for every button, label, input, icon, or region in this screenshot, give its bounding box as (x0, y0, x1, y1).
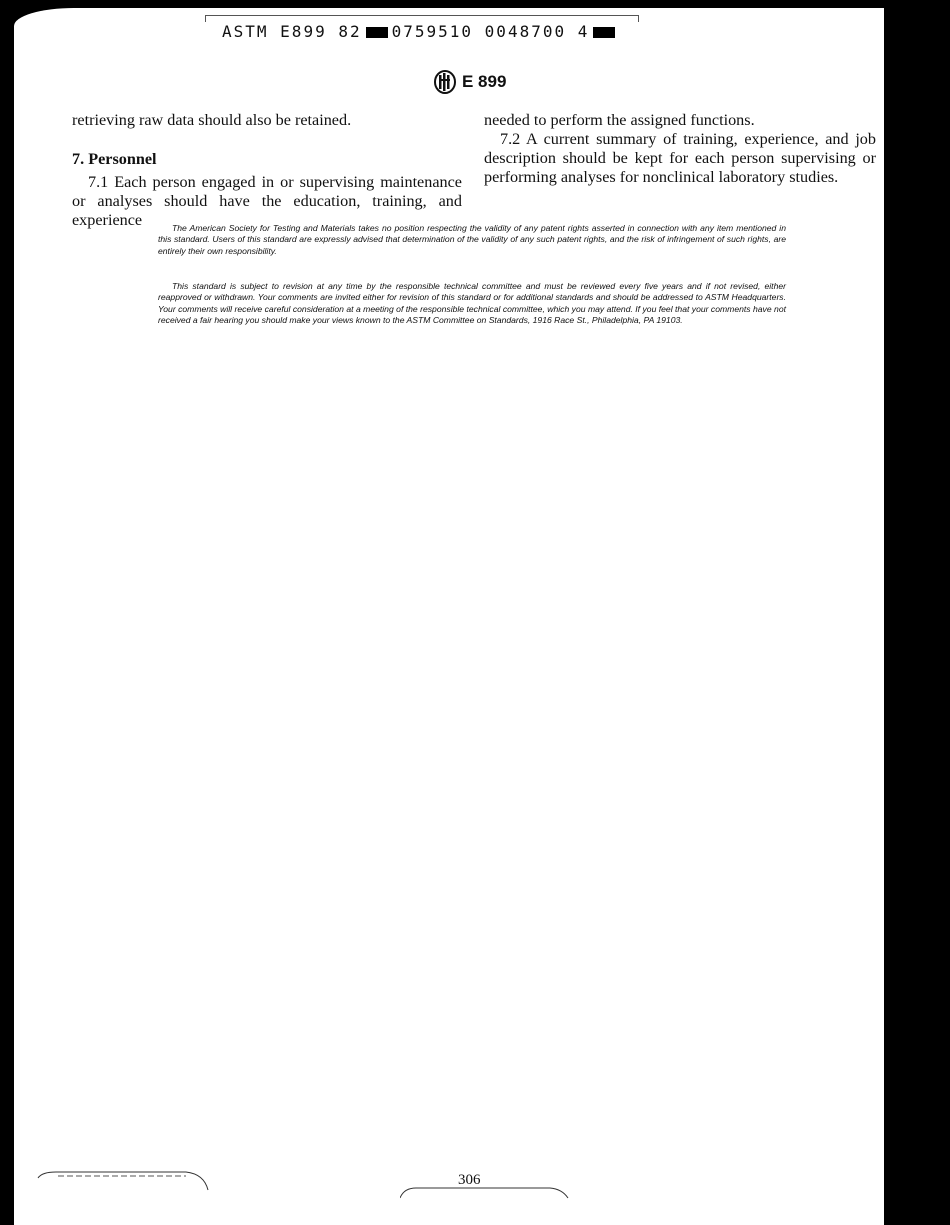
section-heading-personnel: 7. Personnel (72, 150, 157, 168)
scan-header-code2: 0759510 0048700 4 (391, 22, 590, 41)
revision-notice (158, 281, 786, 327)
scan-artifact-mark (36, 1168, 216, 1196)
standard-designation: E 899 (462, 72, 507, 91)
continued-paragraph: retrieving raw data should also be retained. (72, 111, 352, 129)
redaction-block (593, 27, 615, 38)
continued-paragraph: needed to perform the assigned functions. (484, 111, 755, 129)
scan-header-line (222, 22, 619, 41)
astm-logo-icon (434, 70, 456, 94)
left-column (72, 111, 462, 230)
document-header (434, 70, 506, 94)
patent-notice (158, 223, 786, 257)
redaction-block (366, 27, 388, 38)
scan-border (884, 0, 950, 1225)
page-number: 306 (458, 1172, 481, 1188)
paragraph-7-2: 7.2 A current summary of training, experience, and job description should be kept for each person supervising or performing analyses for nonclinical laboratory studies. (484, 130, 876, 186)
scan-header-code1: 99 82 (303, 22, 362, 41)
revision-notice-text: This standard is subject to revision at any time by the responsible technical committee and must be reviewed every five years and if not revised, either reapproved or withdrawn. Your comments are invited either for revision of this standard or for additional standards and should be addressed to ASTM Headquarters. Your comments will receive careful consideration at a meeting of the responsible technical committee, which you may attend. If you feel that your comments have not received a fair hearing you should make your views known to the ASTM Committee on Standards, 1916 Race St., Philadelphia, PA 19103. (158, 281, 786, 326)
paragraph-7-1: 7.1 Each person engaged in or supervising maintenance or analyses should have the education, training, and experience (72, 173, 462, 229)
scan-header-prefix: ASTM E8 (222, 22, 304, 41)
footer-rule (400, 1186, 570, 1200)
right-column (484, 111, 876, 187)
scan-header-rule (205, 15, 639, 22)
patent-notice-text: The American Society for Testing and Materials takes no position respecting the validity of any patent rights asserted in connection with any item mentioned in this standard. Users of this standard are expressly advised that determination of the validity of any such patent rights, and the risk of infringement of such rights, are entirely their own responsibility. (158, 223, 786, 256)
